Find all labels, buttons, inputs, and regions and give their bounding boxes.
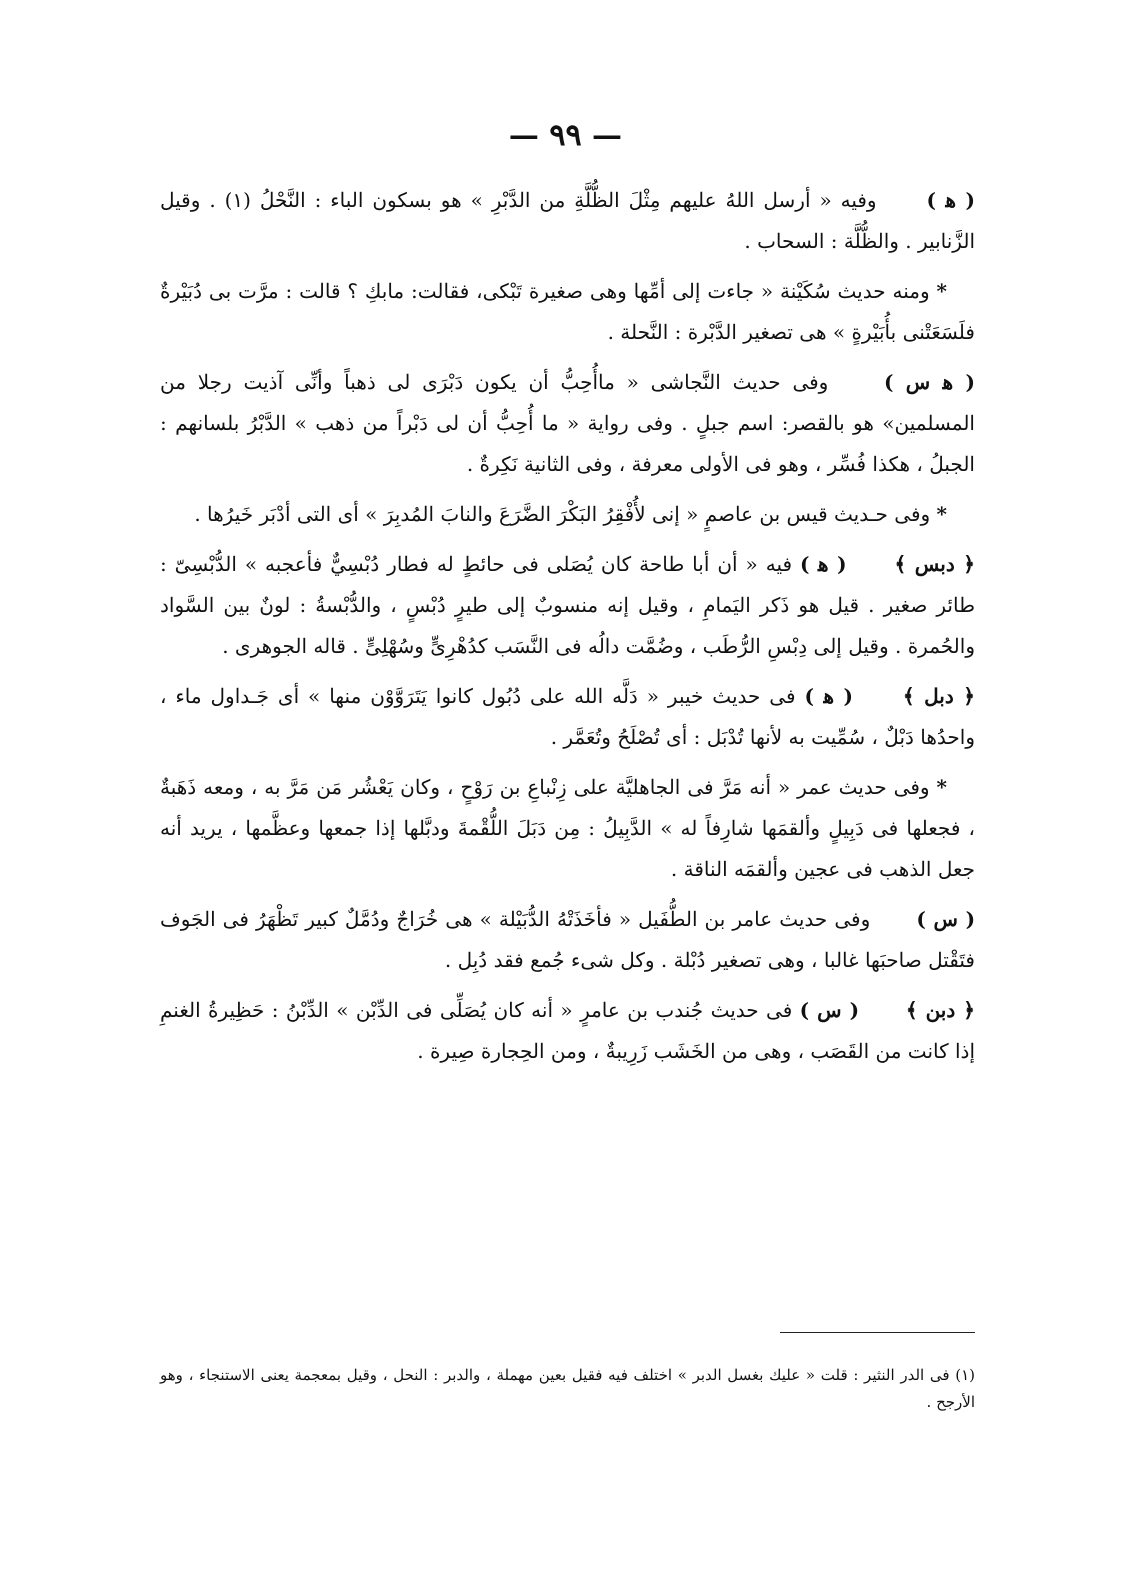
footnote-divider <box>780 1332 975 1333</box>
entry-paragraph <box>160 362 975 485</box>
paragraph-text: فيه « أن أبا طاحة كان يُصَلى فى حائطٍ له فطار دُبْسِيٌّ فأعجبه » الدُّبْسِىّ : طائر صغير . قيل هو ذَكر اليَمامِ ، وقيل إنه منسوبٌ إلى طيرٍ دُبْسٍ ، والدُّبْسةُ : لونٌ بين السَّواد والحُمرة . وقيل إلى دِبْسِ الرُّطَب ، وضُمَّت دالُه فى النَّسَب كدُهْرِىٍّ وسُهْلِىٍّ . قاله الجوهرى . <box>160 552 975 658</box>
entry-paragraph <box>160 494 975 535</box>
source-mark: ( ﻫ س ) <box>883 370 976 394</box>
paragraph-text: فى حديث خيبر « دَلَّه الله على دُبُول كانوا يَتَرَوَّوْن منها » أى جَـداول ماء ، واحدُها دَبْلٌ ، سُمِّيت به لأنها تُدْبَل : أى تُصْلَحُ وتُعَمَّر . <box>160 684 975 749</box>
entry-paragraph <box>160 676 975 758</box>
entry-paragraph <box>160 990 975 1072</box>
asterisk-marker: * <box>936 775 947 799</box>
paragraph-text: وفى حديث النَّجاشى « ماأُحِبُّ أن يكون دَبْرَى لى ذهباً وأنِّى آذيت رجلا من المسلمين» هو بالقصر: اسم جبلٍ . وفى رواية « ما أُحِبُّ أن لى دَبْراً من ذهب » الدَّبْرُ بلسانهم : الجبلُ ، هكذا فُسِّر ، وهو فى الأولى معرفة ، وفى الثانية نَكِرةٌ . <box>160 370 975 476</box>
paragraph-text: وفى حديث عمر « أنه مَرَّ فى الجاهليَّة على زِنْباعِ بن رَوْحٍ ، وكان يَعْشُر مَن مَرَّ به ، ومعه ذَهَبةٌ ، فجعلها فى دَبِيلٍ وألقمَها شارِفاً له » الدَّبِيلُ : مِن دَبَلَ اللُّقْمةَ ودبَّلها إذا جمعها وعظَّمها ، يريد أنه جعل الذهب فى عجين وألقمَه الناقة . <box>160 775 975 881</box>
footnote: (١) فى الدر النثير : قلت « عليك بغسل الدبر » اختلف فيه فقيل بعين مهملة ، والدبر : النحل ، وقيل بمعجمة يعنى الاستنجاء ، وهو الأرجح . <box>160 1366 975 1411</box>
source-mark: ( س ) <box>916 907 976 931</box>
paragraph-text: وفيه « أرسل اللهُ عليهم مِثْلَ الظُّلَّةِ من الدَّبْرِ » هو بسكون الباء : النَّحْلُ (١) . وقيل الزَّنابير . والظُّلَّة : السحاب . <box>160 188 975 253</box>
entry-headword: ﴿ دبن ﴾ <box>905 998 975 1022</box>
entry-paragraph <box>160 180 975 262</box>
asterisk-marker: * <box>936 279 947 303</box>
paragraph-text: وفى حـديث قيس بن عاصمٍ « إنى لأُفْقِرُ البَكْرَ الضَّرَعَ والنابَ المُدبِرَ » أى التى أدْبَر خَيرُها . <box>194 502 931 526</box>
source-mark: ( ﻫ ) <box>800 552 847 576</box>
paragraph-text: ومنه حديث سُكَيْنة « جاءت إلى أمِّها وهى صغيرة تَبْكى، فقالت: مابكِ ؟ قالت : مرَّت بى دُبَيْرةٌ فلَسَعَتْنى بأُبَيْرةٍ » هى تصغير الدَّبْرة : النَّحلة . <box>160 279 975 344</box>
entry-paragraph <box>160 544 975 667</box>
asterisk-marker: * <box>936 502 947 526</box>
paragraph-text: فى حديث جُندب بن عامرٍ « أنه كان يُصَلِّى فى الدِّبْن » الدِّبْنُ : حَظِيرةُ الغنمِ إذا كانت من القَصَب ، وهى من الخَشَب زَرِيبةٌ ، ومن الحِجارة صِيرة . <box>160 998 975 1063</box>
entry-paragraph <box>160 271 975 353</box>
entry-paragraph <box>160 767 975 890</box>
main-text <box>160 180 975 1081</box>
page-number: — ٩٩ — <box>508 118 623 153</box>
source-mark: ( ﻫ ) <box>926 188 976 212</box>
entry-headword: ﴿ دبل ﴾ <box>902 684 976 708</box>
entry-paragraph <box>160 899 975 981</box>
paragraph-text: وفى حديث عامر بن الطُّفَيل « فأخَذَتْهُ الدُّبَيْلة » هى خُرَاجٌ ودُمَّلٌ كبير تَظْهَرُ فى الجَوف فتَقْتل صاحبَها غالبا ، وهى تصغير دُبْلة . وكل شىء جُمع فقد دُبِل . <box>160 907 975 972</box>
source-mark: ( س ) <box>799 998 860 1022</box>
entry-headword: ﴿ دبس ﴾ <box>894 552 975 576</box>
source-mark: ( ﻫ ) <box>804 684 854 708</box>
